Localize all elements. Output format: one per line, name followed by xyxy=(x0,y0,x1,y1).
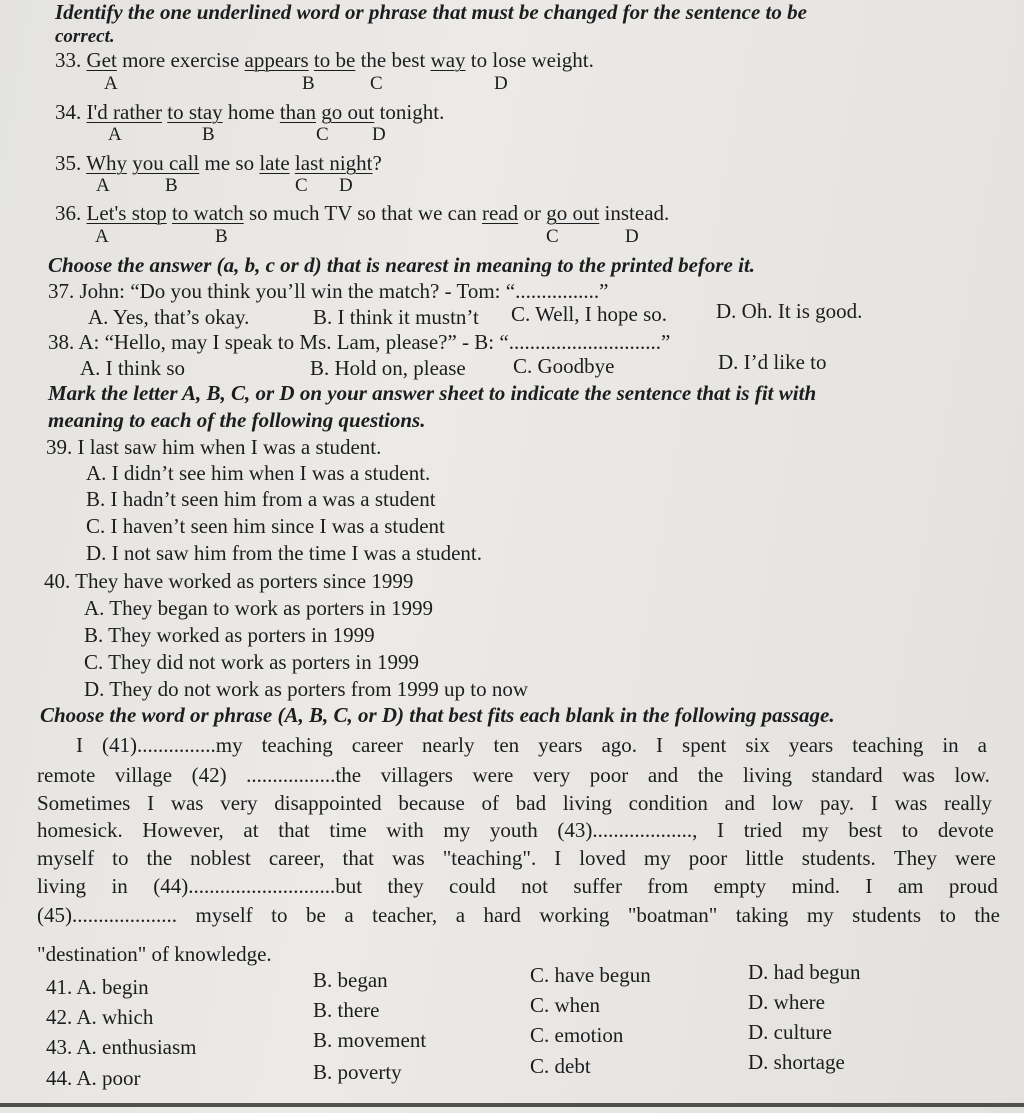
passage-word: pay. xyxy=(819,791,855,815)
option-d-phrase: way xyxy=(430,48,466,72)
question-41-option-b: B. began xyxy=(313,968,388,992)
question-42-option-c: C. when xyxy=(530,993,600,1017)
passage-word: suffer xyxy=(573,874,622,898)
passage-word: hard xyxy=(483,903,521,927)
passage-word: living xyxy=(37,874,87,898)
question-text: more exercise xyxy=(116,48,245,72)
question-41-option-c: C. have begun xyxy=(530,963,651,987)
passage-word: my xyxy=(801,818,829,842)
question-35 xyxy=(55,151,382,175)
passage-line-4 xyxy=(37,818,994,842)
question-44-option-d: D. shortage xyxy=(748,1050,845,1074)
option-c-phrase: read xyxy=(482,201,519,225)
question-39-option-a: A. I didn’t see him when I was a student. xyxy=(86,461,431,485)
passage-word: six xyxy=(745,733,770,757)
passage-word: be xyxy=(306,903,326,927)
passage-word: I xyxy=(870,791,878,815)
passage-word: bad xyxy=(515,791,547,815)
passage-word: from xyxy=(647,874,689,898)
passage-word: working xyxy=(539,903,610,927)
letter-c: C xyxy=(370,73,383,94)
passage-word: teacher, xyxy=(372,903,438,927)
passage-word: taking xyxy=(735,903,789,927)
question-42-option-b: B. there xyxy=(313,998,380,1022)
passage-word: my xyxy=(443,818,471,842)
passage-word: tried xyxy=(743,818,783,842)
option-a-phrase: Why xyxy=(86,151,127,175)
question-40-option-a: A. They began to work as porters in 1999 xyxy=(84,596,433,620)
passage-word: my xyxy=(806,903,834,927)
passage-word: that xyxy=(278,818,310,842)
question-43-option-a xyxy=(46,1035,197,1059)
option-c-phrase: late xyxy=(259,151,290,175)
question-text: tonight. xyxy=(374,100,445,124)
passage-word: career xyxy=(351,733,403,757)
question-44-option-a xyxy=(46,1066,141,1090)
question-38-option-d: D. I’d like to xyxy=(718,350,827,374)
passage-word: (43)..................., xyxy=(557,818,698,842)
letter-c: C xyxy=(546,226,559,247)
passage-line-1 xyxy=(76,733,987,757)
passage-word: I xyxy=(554,846,562,870)
question-39-stem: 39. I last saw him when I was a student. xyxy=(46,435,382,459)
question-43-option-c: C. emotion xyxy=(530,1023,624,1047)
passage-word: was xyxy=(902,763,935,787)
passage-word: best xyxy=(848,818,883,842)
option-a-phrase: I'd rather xyxy=(86,100,162,124)
option-b-phrase: you call xyxy=(132,151,200,175)
passage-word: village xyxy=(114,763,173,787)
passage-word: were xyxy=(954,846,996,870)
passage-word: I xyxy=(865,874,873,898)
question-number: 42. xyxy=(46,1005,73,1029)
passage-word: little xyxy=(745,846,784,870)
question-39-option-b: B. I hadn’t seen him from a was a student xyxy=(86,487,436,511)
passage-word: I xyxy=(656,733,664,757)
passage-word: ago. xyxy=(601,733,638,757)
question-37-stem: 37. John: “Do you think you’ll win the match? - Tom: “................” xyxy=(48,279,609,303)
passage-word: am xyxy=(897,874,924,898)
passage-line-3 xyxy=(37,791,992,815)
passage-word: (42) xyxy=(191,763,227,787)
passage-word: was xyxy=(894,791,928,815)
passage-word: loved xyxy=(579,846,626,870)
passage-word: very xyxy=(220,791,258,815)
question-37-option-c: C. Well, I hope so. xyxy=(511,302,667,326)
passage-word: very xyxy=(532,763,571,787)
option-c-phrase: to be xyxy=(313,48,356,72)
passage-word: youth xyxy=(489,818,538,842)
passage-word: to xyxy=(901,818,919,842)
letter-c: C xyxy=(316,124,329,145)
passage-line-8: "destination" of knowledge. xyxy=(37,942,272,966)
letter-a: A xyxy=(96,175,110,196)
question-34 xyxy=(55,100,444,124)
question-number: 43. xyxy=(46,1035,73,1059)
passage-word: career, xyxy=(268,846,325,870)
passage-word: remote xyxy=(37,763,96,787)
question-text: the best xyxy=(355,48,431,72)
option-d-phrase: go out xyxy=(546,201,600,225)
passage-word: villagers xyxy=(380,763,453,787)
question-number: 33. xyxy=(55,48,82,72)
passage-word: disappointed xyxy=(274,791,382,815)
passage-word: living xyxy=(742,763,792,787)
question-number: 44. xyxy=(46,1066,73,1090)
option-text: A. enthusiasm xyxy=(76,1035,197,1059)
passage-word: poor xyxy=(589,763,629,787)
passage-word: a xyxy=(977,733,987,757)
passage-word: noblest xyxy=(190,846,251,870)
passage-word: and xyxy=(647,763,679,787)
instruction-underline-section-cont: correct. xyxy=(55,26,115,47)
passage-word: empty xyxy=(713,874,767,898)
question-40-option-c: C. They did not work as porters in 1999 xyxy=(84,650,419,674)
question-text: ? xyxy=(372,151,382,175)
passage-word: my xyxy=(643,846,671,870)
page-bottom-rule xyxy=(0,1103,1024,1107)
passage-word: However, xyxy=(142,818,224,842)
passage-word: because xyxy=(398,791,465,815)
passage-line-2 xyxy=(37,763,990,787)
passage-word: to xyxy=(271,903,288,927)
instruction-underline-section: Identify the one underlined word or phrase that must be changed for the sentence to be xyxy=(55,0,807,24)
option-c-phrase: than xyxy=(279,100,316,124)
passage-word: to xyxy=(112,846,129,870)
passage-word: years xyxy=(788,733,834,757)
passage-word: (41)...............my xyxy=(102,733,243,757)
question-39-option-d: D. I not saw him from the time I was a student. xyxy=(86,541,483,565)
passage-word: proud xyxy=(948,874,998,898)
passage-word: They xyxy=(893,846,937,870)
passage-word: myself xyxy=(37,846,95,870)
question-38-option-a: A. I think so xyxy=(80,356,185,380)
question-text: instead. xyxy=(599,201,670,225)
passage-word: the xyxy=(146,846,173,870)
passage-word: condition xyxy=(628,791,708,815)
passage-word: a xyxy=(455,903,466,927)
passage-word: the xyxy=(697,763,724,787)
passage-line-6 xyxy=(37,874,998,898)
passage-word: of xyxy=(481,791,500,815)
passage-word: were xyxy=(472,763,514,787)
passage-word: could xyxy=(449,874,496,898)
option-b-phrase: to stay xyxy=(167,100,223,124)
passage-word: "teaching". xyxy=(442,846,537,870)
passage-word: was xyxy=(392,846,425,870)
letter-d: D xyxy=(494,73,508,94)
instruction-fit-meaning: Mark the letter A, B, C, or D on your answer sheet to indicate the sentence that is fit with xyxy=(48,381,817,405)
passage-word: that xyxy=(342,846,375,870)
option-d-phrase: go out xyxy=(321,100,375,124)
passage-word: (44)............................but xyxy=(153,874,363,898)
question-40-option-b: B. They worked as porters in 1999 xyxy=(84,623,375,647)
instruction-nearest-meaning: Choose the answer (a, b, c or d) that is nearest in meaning to the printed before it. xyxy=(48,253,756,277)
passage-word: and xyxy=(724,791,755,815)
question-number: 35. xyxy=(55,151,82,175)
letter-a: A xyxy=(108,124,122,145)
question-36 xyxy=(55,201,669,225)
letter-a: A xyxy=(104,73,118,94)
question-39-option-c: C. I haven’t seen him since I was a student xyxy=(86,514,445,538)
passage-word: was xyxy=(170,791,204,815)
letter-a: A xyxy=(95,226,109,247)
letter-d: D xyxy=(339,175,353,196)
question-number: 41. xyxy=(46,975,73,999)
passage-word: ten xyxy=(493,733,520,757)
passage-word: in xyxy=(942,733,959,757)
passage-word: time xyxy=(329,818,367,842)
letter-b: B xyxy=(215,226,228,247)
passage-word: myself xyxy=(195,903,253,927)
passage-word: low xyxy=(771,791,804,815)
passage-word: devote xyxy=(937,818,994,842)
question-44-option-b: B. poverty xyxy=(313,1060,402,1084)
passage-word: "boatman" xyxy=(627,903,718,927)
option-b-phrase: to watch xyxy=(171,201,244,225)
instruction-fit-meaning-cont: meaning to each of the following questions. xyxy=(48,408,426,432)
passage-word: I xyxy=(717,818,725,842)
passage-word: Sometimes xyxy=(37,791,131,815)
question-38-option-b: B. Hold on, please xyxy=(310,356,466,380)
passage-word: spent xyxy=(682,733,727,757)
passage-word: mind. xyxy=(791,874,840,898)
instruction-passage: Choose the word or phrase (A, B, C, or D) that best fits each blank in the following passage. xyxy=(40,703,835,727)
letter-b: B xyxy=(202,124,215,145)
passage-word: teaching xyxy=(261,733,333,757)
passage-word: teaching xyxy=(852,733,924,757)
letter-d: D xyxy=(372,124,386,145)
passage-word: not xyxy=(521,874,548,898)
passage-word: nearly xyxy=(422,733,475,757)
letter-c: C xyxy=(295,175,308,196)
passage-word: students xyxy=(852,903,921,927)
passage-word: with xyxy=(386,818,424,842)
question-text: or xyxy=(518,201,547,225)
question-text: to lose weight. xyxy=(465,48,594,72)
passage-word: the xyxy=(974,903,1000,927)
passage-word: homesick. xyxy=(37,818,123,842)
letter-b: B xyxy=(165,175,178,196)
question-40-stem: 40. They have worked as porters since 1999 xyxy=(44,569,414,593)
passage-word: in xyxy=(111,874,128,898)
question-37-option-b: B. I think it mustn’t xyxy=(313,305,479,329)
passage-word: I xyxy=(76,733,83,757)
question-number: 36. xyxy=(55,201,82,225)
passage-word: they xyxy=(387,874,424,898)
passage-word: standard xyxy=(811,763,883,787)
question-33 xyxy=(55,48,594,72)
passage-word: students. xyxy=(801,846,876,870)
option-d-phrase: last night xyxy=(294,151,373,175)
question-44-option-c: C. debt xyxy=(530,1054,591,1078)
option-a-phrase: Get xyxy=(86,48,117,72)
question-38-option-c: C. Goodbye xyxy=(513,354,615,378)
option-a-phrase: Let's stop xyxy=(86,201,167,225)
question-text: home xyxy=(222,100,280,124)
passage-word: low. xyxy=(954,763,990,787)
question-text: so much TV so that we can xyxy=(243,201,483,225)
passage-word: .................the xyxy=(246,763,362,787)
option-text: A. poor xyxy=(76,1066,141,1090)
question-37-option-d: D. Oh. It is good. xyxy=(716,299,863,323)
option-text: A. begin xyxy=(76,975,149,999)
question-42-option-d: D. where xyxy=(748,990,825,1014)
question-37-option-a: A. Yes, that’s okay. xyxy=(88,305,250,329)
passage-word: to xyxy=(939,903,956,927)
question-43-option-b: B. movement xyxy=(313,1028,427,1052)
passage-word: really xyxy=(944,791,992,815)
letter-d: D xyxy=(625,226,639,247)
passage-word: I xyxy=(147,791,155,815)
passage-line-7 xyxy=(37,903,1000,927)
passage-word: poor xyxy=(688,846,728,870)
passage-word: living xyxy=(562,791,612,815)
passage-word: a xyxy=(344,903,354,927)
letter-b: B xyxy=(302,73,315,94)
passage-word: at xyxy=(243,818,259,842)
question-40-option-d: D. They do not work as porters from 1999 up to now xyxy=(84,677,529,701)
question-number: 34. xyxy=(55,100,82,124)
option-text: A. which xyxy=(76,1005,154,1029)
passage-word: years xyxy=(538,733,583,757)
passage-line-5 xyxy=(37,846,996,870)
question-42-option-a xyxy=(46,1005,153,1029)
question-41-option-a xyxy=(46,975,149,999)
question-43-option-d: D. culture xyxy=(748,1020,832,1044)
passage-word: (45).................... xyxy=(37,903,177,927)
question-text: me so xyxy=(199,151,260,175)
question-41-option-d: D. had begun xyxy=(748,960,861,984)
option-b-phrase: appears xyxy=(244,48,309,72)
question-38-stem: 38. A: “Hello, may I speak to Ms. Lam, please?” - B: “.............................” xyxy=(48,330,671,354)
